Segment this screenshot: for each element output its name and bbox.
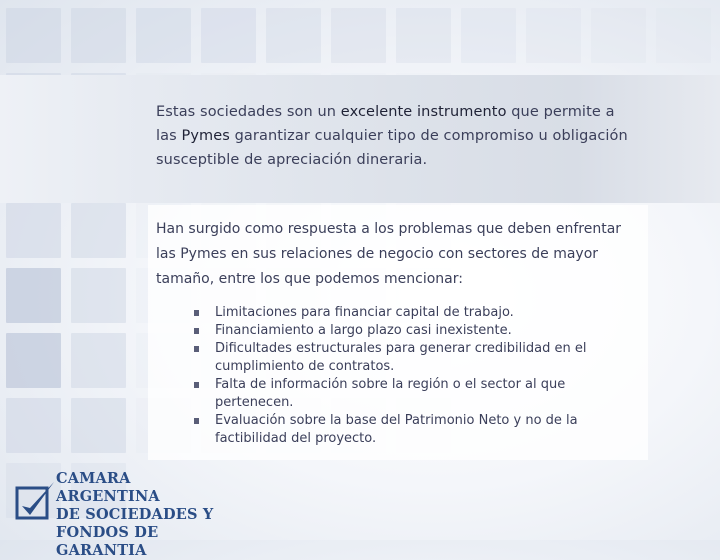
list-item (194, 412, 594, 448)
body-paragraph: Han surgido como respuesta a los problemas que deben enfrentar las Pymes en sus relaciones de negocio con sectores de mayor tamaño, entre los que podemos mencionar: (156, 221, 622, 287)
background-tile (6, 268, 61, 323)
background-tile (71, 8, 126, 63)
intro-highlight-instrumento: excelente instrumento (340, 104, 507, 120)
bullet-square-icon (194, 418, 199, 424)
list-item (194, 322, 594, 340)
background-tile (6, 203, 61, 258)
bullet-square-icon (194, 328, 199, 334)
list-item (194, 340, 594, 376)
background-tile (71, 333, 126, 388)
background-tile (331, 8, 386, 63)
checkmark-square-icon (14, 478, 56, 520)
background-tile (201, 8, 256, 63)
background-tile (591, 8, 646, 63)
bullet-square-icon (194, 346, 199, 352)
bullet-list (194, 304, 594, 448)
background-tile (71, 268, 126, 323)
list-item (194, 304, 594, 322)
background-tile (6, 398, 61, 453)
background-tile (266, 8, 321, 63)
bullet-text: Dificultades estructurales para generar credibilidad en el cumplimiento de contratos. (215, 341, 587, 374)
background-tile (656, 8, 711, 63)
background-tile (6, 333, 61, 388)
logo-text (56, 470, 234, 560)
intro-text-2: que permite a las (156, 104, 615, 144)
background-tile (71, 398, 126, 453)
background-tile (136, 8, 191, 63)
bullet-square-icon (194, 310, 199, 316)
background-tile (526, 8, 581, 63)
logo-line-2: DE SOCIEDADES Y (56, 506, 214, 523)
organization-logo (14, 470, 234, 559)
background-tile (71, 203, 126, 258)
background-tile (6, 8, 61, 63)
background-tile (396, 8, 451, 63)
intro-text-1: Estas sociedades son un (156, 104, 341, 120)
list-item (194, 376, 594, 412)
bullet-square-icon (194, 382, 199, 388)
bullet-text: Limitaciones para financiar capital de trabajo. (215, 305, 514, 320)
logo-line-3: FONDOS DE GARANTIA (56, 524, 159, 559)
intro-highlight-pymes: Pymes (181, 128, 230, 144)
intro-paragraph (156, 100, 636, 172)
logo-line-1: CAMARA ARGENTINA (56, 470, 160, 505)
bullet-text: Falta de información sobre la región o el sector al que pertenecen. (215, 377, 566, 410)
bullet-text: Financiamiento a largo plazo casi inexistente. (215, 323, 512, 338)
background-tile (461, 8, 516, 63)
bullet-text: Evaluación sobre la base del Patrimonio Neto y no de la factibilidad del proyecto. (215, 413, 578, 446)
intro-text-3: garantizar cualquier tipo de compromiso u obligación susceptible de apreciación dineraria. (156, 128, 628, 168)
